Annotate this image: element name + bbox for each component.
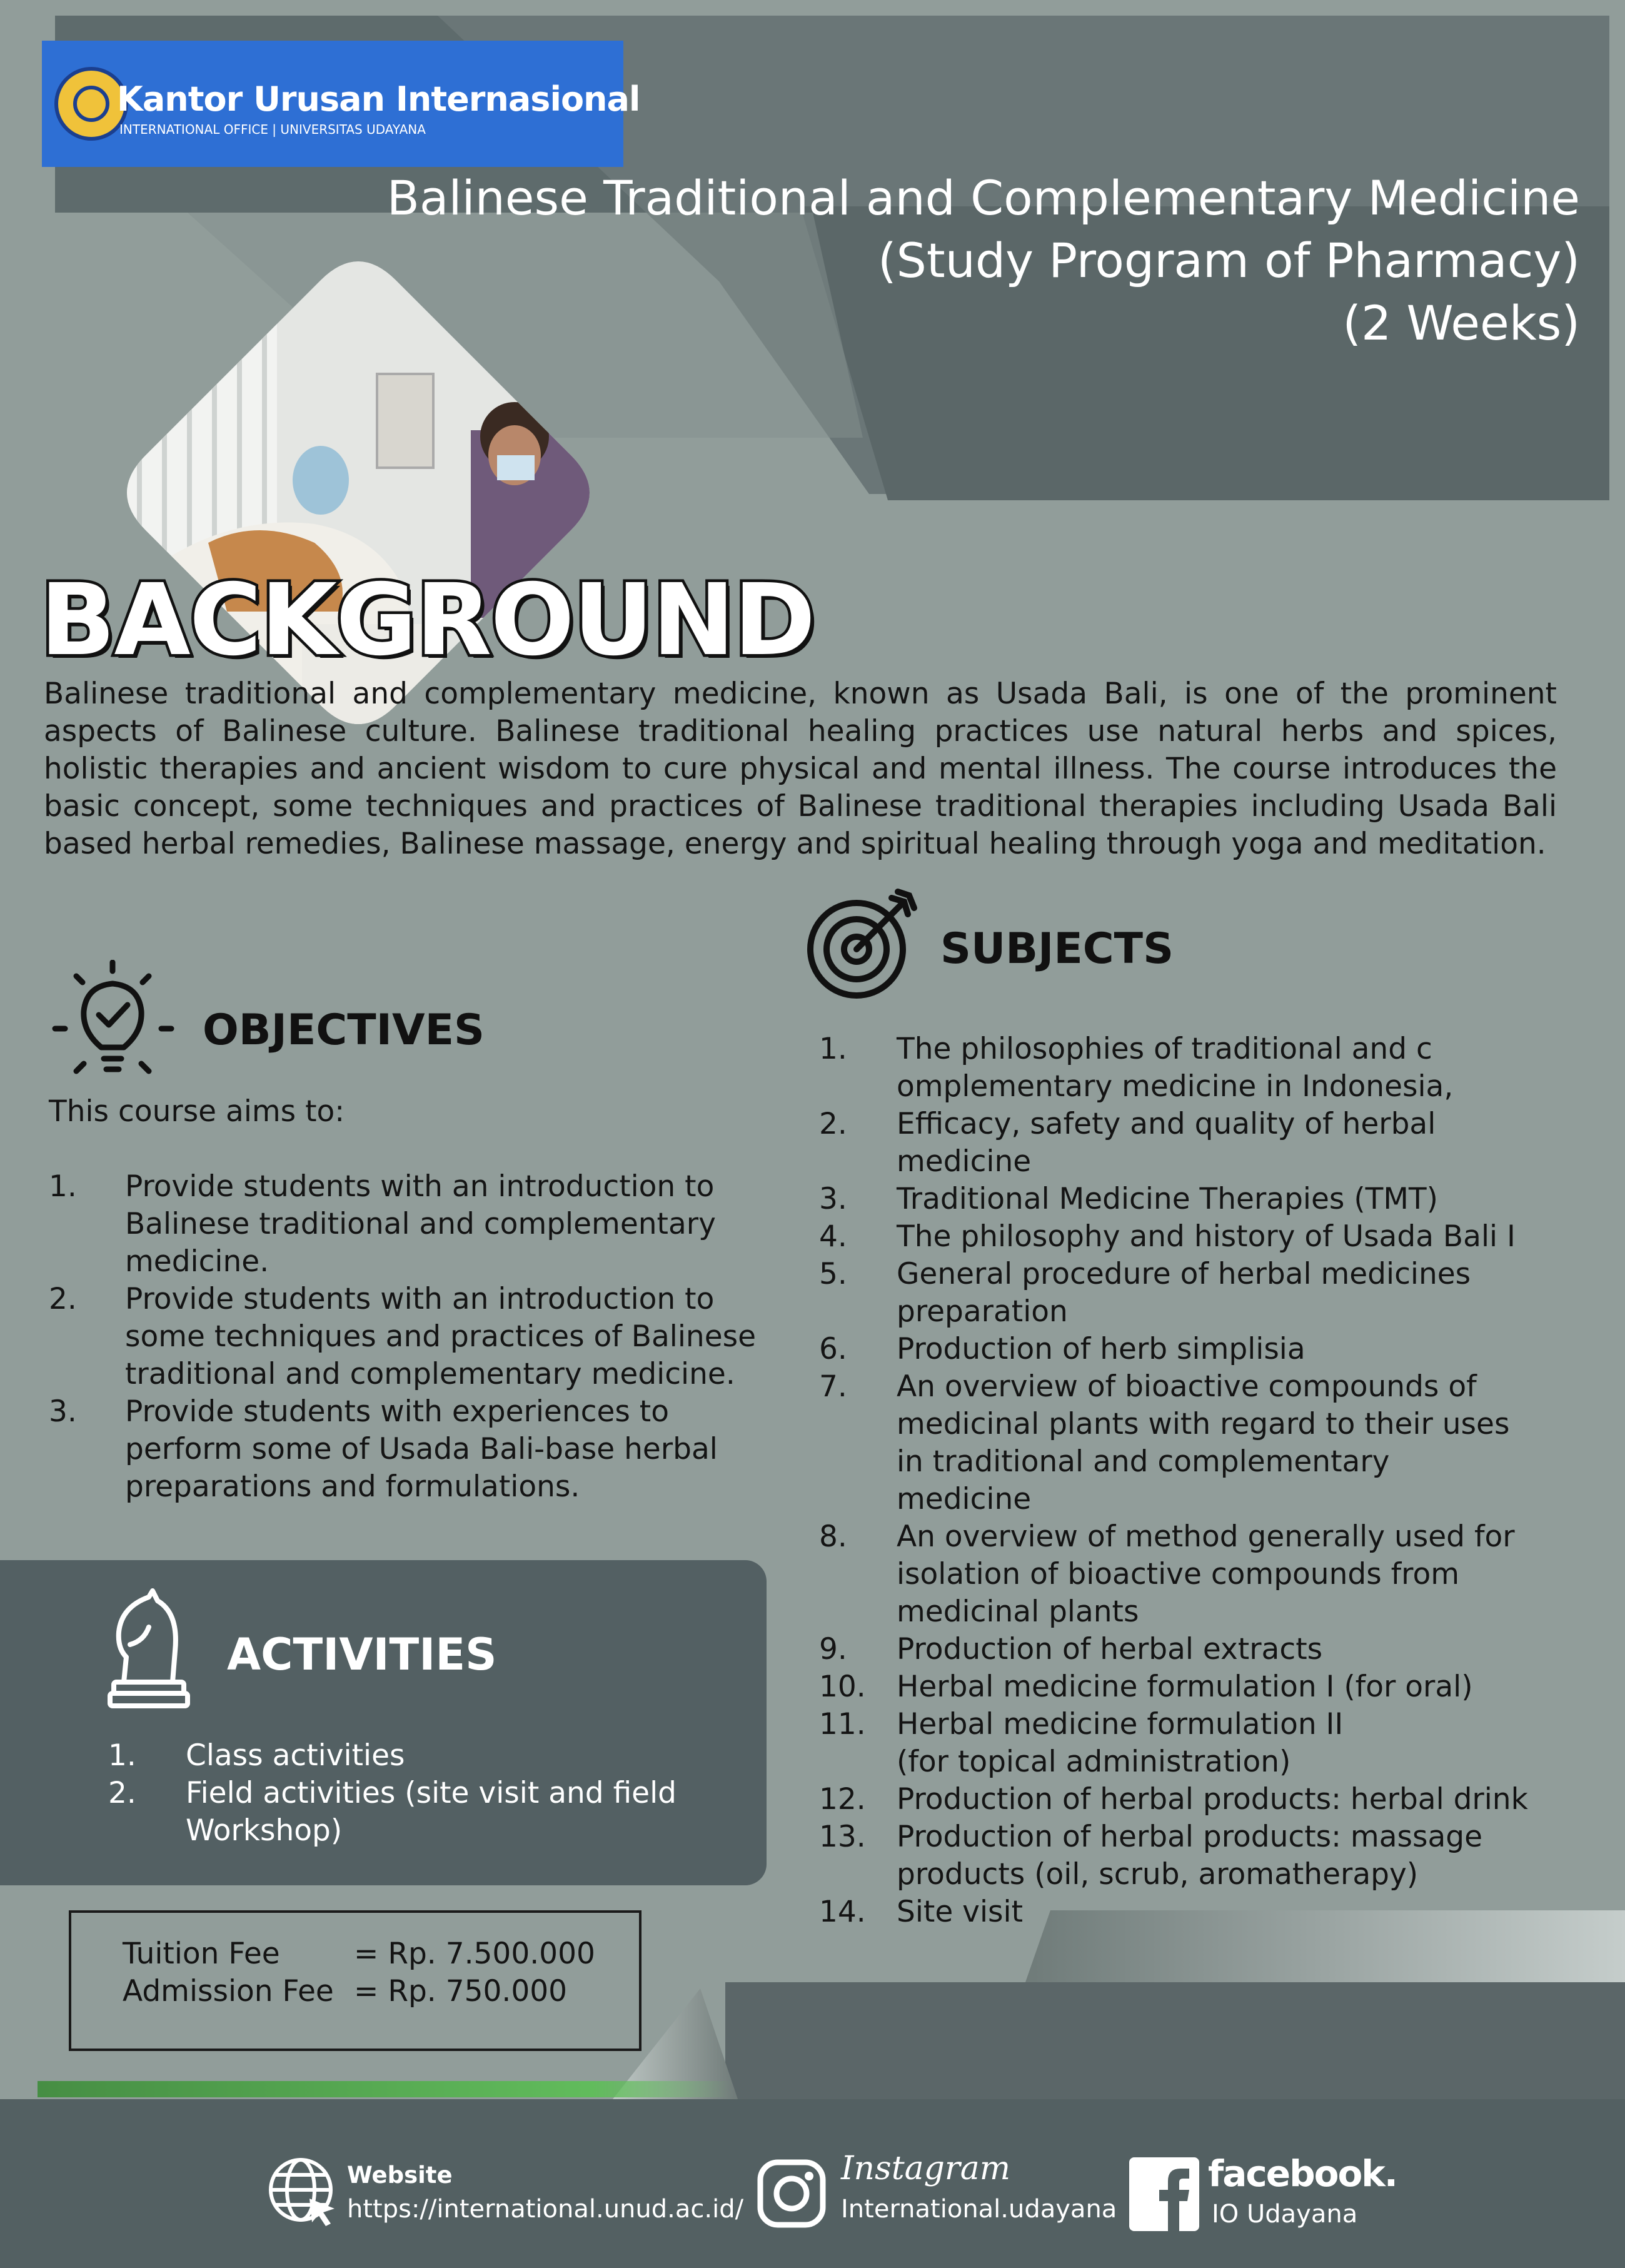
tuition-fee-row [123, 1937, 595, 1971]
globe-cursor-icon [266, 2155, 341, 2230]
website-label: Website [347, 2162, 453, 2189]
institution-logo [42, 41, 640, 167]
item-number: 9. [819, 1632, 847, 1666]
item-text: Production of herbal products: massage products (oil, scrub, aromatherapy) [897, 1820, 1483, 1892]
list-item [49, 1281, 774, 1393]
item-number: 1. [108, 1738, 136, 1773]
instagram-handle[interactable]: International.udayana [841, 2195, 1117, 2224]
fee-box [69, 1910, 641, 2051]
list-item [819, 1031, 1588, 1106]
list-item [819, 1518, 1588, 1631]
list-item [819, 1781, 1588, 1818]
admission-fee-label: Admission Fee [123, 1974, 334, 2008]
list-item [819, 1631, 1588, 1668]
item-number: 11. [819, 1707, 866, 1741]
item-number: 10. [819, 1670, 866, 1704]
item-text: Provide students with an introduction to some techniques and practices of Balinese traditional and complementary medicine. [125, 1282, 757, 1391]
item-text: Production of herbal products: herbal drink [897, 1782, 1528, 1817]
item-number: 2. [108, 1776, 136, 1810]
instagram-label: Instagram [841, 2150, 1011, 2187]
item-number: 4. [819, 1219, 847, 1254]
item-number: 3. [819, 1182, 847, 1216]
list-item [819, 1181, 1588, 1218]
item-number: 14. [819, 1895, 866, 1929]
admission-fee-row [123, 1974, 567, 2008]
list-item [819, 1331, 1588, 1368]
background-heading: BACKGROUND [40, 563, 815, 678]
item-number: 3. [49, 1394, 77, 1429]
facebook-page[interactable]: IO Udayana [1212, 2200, 1358, 2229]
list-item [49, 1168, 774, 1281]
activities-heading: ACTIVITIES [227, 1629, 497, 1680]
item-number: 2. [49, 1282, 77, 1316]
list-item [819, 1706, 1588, 1781]
list-item [819, 1893, 1588, 1931]
item-number: 8. [819, 1520, 847, 1554]
target-arrow-icon [804, 883, 923, 1002]
item-number: 13. [819, 1820, 866, 1854]
item-number: 5. [819, 1257, 847, 1291]
item-text: An overview of bioactive compounds of medicinal plants with regard to their uses in traditional and complementary medicine [897, 1369, 1510, 1516]
logo-subtitle: INTERNATIONAL OFFICE | UNIVERSITAS UDAYANA [119, 122, 426, 137]
item-text: Site visit [897, 1895, 1024, 1929]
list-item [819, 1218, 1588, 1256]
program-title-line-3: (2 Weeks) [1342, 295, 1580, 351]
item-number: 7. [819, 1369, 847, 1404]
item-text: Production of herb simplisia [897, 1332, 1306, 1366]
website-link[interactable]: https://international.unud.ac.id/ [347, 2195, 744, 2224]
list-item [819, 1106, 1588, 1181]
tuition-fee-label: Tuition Fee [123, 1937, 280, 1971]
item-text: Provide students with an introduction to Balinese traditional and complementary medicine. [125, 1169, 716, 1279]
item-text: Class activities [186, 1738, 405, 1773]
program-title-line-2: (Study Program of Pharmacy) [878, 233, 1580, 288]
program-title-line-1: Balinese Traditional and Complementary Medicine [386, 170, 1580, 226]
item-number: 6. [819, 1332, 847, 1366]
objectives-list [49, 1168, 774, 1506]
item-text: An overview of method generally used for isolation of bioactive compounds from medicinal plants [897, 1520, 1515, 1629]
list-item [49, 1393, 774, 1506]
subjects-list [819, 1031, 1588, 1931]
item-text: Efficacy, safety and quality of herbal medicine [897, 1107, 1436, 1179]
lightbulb-check-icon [51, 960, 189, 1085]
item-text: Provide students with experiences to perform some of Usada Bali-base herbal preparations and formulations. [125, 1394, 718, 1504]
list-item [108, 1775, 733, 1850]
background-paragraph: Balinese traditional and complementary medicine, known as Usada Bali, is one of the prominent aspects of Balinese culture. Balinese traditional healing practices use natural herbs and spices, holistic therapies and ancient wisdom to cure physical and mental illness. The course introduces the basic concept, some techniques and practices of Balinese traditional therapies including Usada Bali based herbal remedies, Balinese massage, energy and spiritual healing through yoga and meditation. [44, 677, 1557, 861]
list-item [108, 1737, 733, 1775]
list-item [819, 1256, 1588, 1331]
list-item [819, 1668, 1588, 1706]
tuition-fee-value: = Rp. 7.500.000 [354, 1937, 595, 1971]
list-item [819, 1368, 1588, 1518]
list-item [819, 1818, 1588, 1893]
item-number: 2. [819, 1107, 847, 1141]
item-text: Production of herbal extracts [897, 1632, 1323, 1666]
item-text: Herbal medicine formulation II (for topical administration) [897, 1707, 1344, 1779]
item-text: Traditional Medicine Therapies (TMT) [897, 1182, 1438, 1216]
item-number: 12. [819, 1782, 866, 1817]
item-text: General procedure of herbal medicines preparation [897, 1257, 1471, 1329]
instagram-icon[interactable] [757, 2159, 827, 2229]
subjects-heading: SUBJECTS [940, 924, 1174, 974]
objectives-intro: This course aims to: [49, 1094, 345, 1129]
logo-title: Kantor Urusan Internasional [117, 79, 640, 119]
facebook-label: facebook. [1208, 2152, 1397, 2195]
item-text: Field activities (site visit and field Workshop) [186, 1776, 677, 1848]
item-text: Herbal medicine formulation I (for oral) [897, 1670, 1473, 1704]
chess-knight-icon [105, 1588, 193, 1713]
item-number: 1. [49, 1169, 77, 1204]
item-text: The philosophies of traditional and c omplementary medicine in Indonesia, [897, 1032, 1454, 1104]
objectives-heading: OBJECTIVES [203, 1005, 485, 1055]
activities-list [108, 1737, 733, 1850]
item-number: 1. [819, 1032, 847, 1066]
item-text: The philosophy and history of Usada Bali I [897, 1219, 1516, 1254]
admission-fee-value: = Rp. 750.000 [354, 1974, 568, 2008]
facebook-icon[interactable] [1129, 2157, 1199, 2231]
